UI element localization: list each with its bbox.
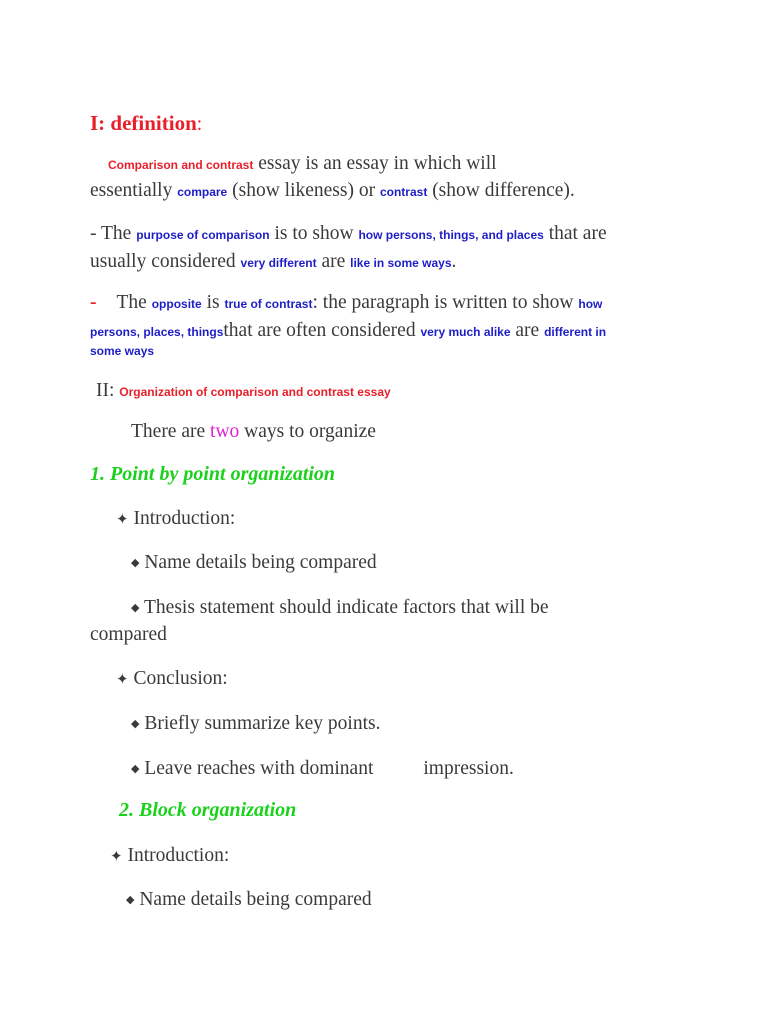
term-very-much-alike: very much alike: [420, 325, 511, 339]
point-leave: [131, 756, 514, 782]
term-like-some-ways: like in some ways: [350, 256, 452, 270]
purpose-line-1: [90, 221, 607, 248]
purpose-line-2: [90, 249, 456, 276]
def-text-1: essay is an essay in which will: [253, 153, 497, 174]
point-by-point-heading: [90, 461, 335, 488]
two-ways-text-a: There are: [131, 421, 211, 442]
opposite-line-2: [90, 318, 606, 345]
term-contrast: contrast: [379, 185, 428, 199]
term-some-ways: some ways: [90, 344, 155, 358]
def-text-2c: (show difference).: [427, 180, 575, 201]
def-text-2b: (show likeness) or: [227, 180, 380, 201]
point-thesis-text-2: compared: [90, 624, 167, 645]
two-ways-text-b: ways to organize: [239, 421, 376, 442]
diamond-bullet-icon: ✦: [110, 849, 123, 865]
point-briefly: [131, 711, 380, 737]
term-true-of-contrast: true of contrast: [224, 297, 313, 311]
block-name-details-text: Name details being compared: [139, 889, 372, 910]
purpose-text-2c: .: [451, 251, 457, 272]
def-text-2a: essentially: [90, 180, 178, 201]
purpose-text-a: - The: [90, 223, 137, 244]
small-diamond-bullet-icon: ◆: [131, 763, 140, 775]
term-purpose: purpose of comparison: [136, 228, 270, 242]
small-diamond-bullet-icon: ◆: [131, 602, 140, 614]
point-briefly-text: Briefly summarize key points.: [144, 713, 381, 734]
two-ways-line: [131, 419, 376, 445]
point-conclusion-text: Conclusion:: [133, 668, 228, 689]
purpose-text-b: is to show: [269, 223, 359, 244]
point-thesis-line-2: [90, 622, 167, 648]
diamond-bullet-icon: ✦: [116, 512, 129, 528]
point-leave-text-a: Leave reaches with dominant: [144, 758, 374, 779]
point-leave-text-b: impression.: [423, 758, 514, 779]
block-heading-text: 2. Block organization: [119, 799, 297, 821]
purpose-text-2b: are: [316, 251, 351, 272]
point-name-details: [131, 550, 377, 576]
point-conclusion: [116, 666, 228, 693]
opposite-text-the: The: [116, 292, 152, 313]
opposite-text-2c: are: [510, 320, 545, 341]
point-heading-text: 1. Point by point organization: [90, 463, 336, 485]
section-heading-definition: [90, 110, 202, 138]
small-diamond-bullet-icon: ◆: [126, 894, 135, 906]
block-heading: [119, 797, 296, 824]
purpose-text-2a: usually considered: [90, 251, 241, 272]
opposite-line-3: [90, 340, 154, 361]
term-very-different: very different: [240, 256, 317, 270]
term-how-persons: how persons, things, and places: [358, 228, 544, 242]
term-how: how: [578, 297, 603, 311]
small-diamond-bullet-icon: ◆: [131, 718, 140, 730]
definition-line-2: [90, 178, 575, 205]
organization-title: Organization of comparison and contrast essay: [119, 385, 391, 399]
small-diamond-bullet-icon: ◆: [131, 557, 140, 569]
opposite-text-2b: that are often considered: [223, 320, 421, 341]
term-opposite: opposite: [151, 297, 202, 311]
block-name-details: [126, 887, 372, 913]
dash-marker: -: [90, 292, 97, 313]
opposite-text-is: is: [201, 292, 225, 313]
opposite-text-b: : the paragraph is written to show: [312, 292, 579, 313]
section-heading-organization: [96, 378, 391, 405]
purpose-text-c: that are: [543, 223, 607, 244]
point-thesis-line-1: [131, 595, 549, 621]
opposite-line-1: [90, 290, 602, 317]
block-introduction: [110, 843, 229, 870]
term-comparison-contrast: Comparison and contrast: [108, 158, 254, 172]
diamond-bullet-icon: ✦: [116, 672, 129, 688]
point-introduction: [116, 506, 235, 533]
term-different-in: different in: [544, 325, 607, 339]
term-persons-places-things: persons, places, things: [90, 325, 224, 339]
roman-two: II:: [96, 380, 120, 401]
block-introduction-text: Introduction:: [127, 845, 230, 866]
two-highlight: two: [210, 421, 240, 442]
definition-line-1: [108, 151, 497, 178]
definition-colon: :: [196, 114, 203, 135]
point-introduction-text: Introduction:: [133, 508, 236, 529]
point-thesis-text-1: Thesis statement should indicate factors that will be: [144, 597, 549, 618]
term-compare: compare: [177, 185, 228, 199]
definition-heading: I: definition: [90, 111, 197, 135]
point-name-details-text: Name details being compared: [144, 552, 377, 573]
